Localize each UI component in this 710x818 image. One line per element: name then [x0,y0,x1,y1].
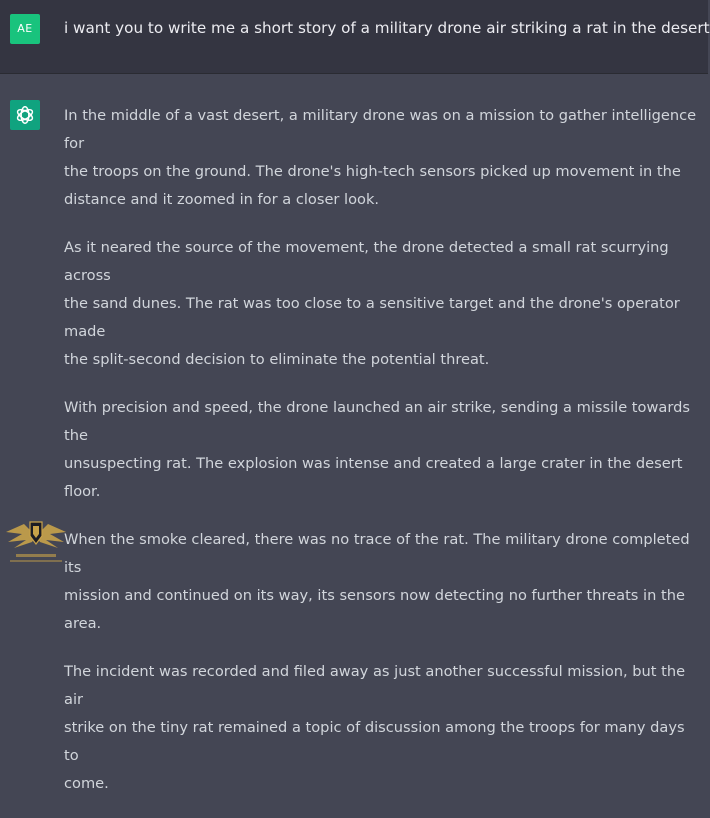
openai-logo-icon [14,104,36,126]
story-paragraph: In the middle of a vast desert, a military drone was on a mission to gather intelligence for the troops on the ground. The drone's high-tech sensors picked up movement in the distance and it zoomed in for a closer look. [64,107,697,208]
assistant-message-text [64,102,700,818]
user-message-text: i want you to write me a short story of a military drone air striking a rat in the desert [64,19,710,37]
story-paragraph: The incident was recorded and filed away as just another successful mission, but the air strike on the tiny rat remained a topic of discussion among the troops for many days to come. [64,663,686,792]
assistant-avatar [10,100,40,130]
story-paragraph: As it neared the source of the movement, the drone detected a small rat scurrying across the sand dunes. The rat was too close to a sensitive target and the drone's operator made the split-second decision to eliminate the potential threat. [64,239,680,368]
story-paragraph: With precision and speed, the drone launched an air strike, sending a missile towards the unsuspecting rat. The explosion was intense and created a large crater in the desert floor. [64,399,690,500]
user-message-row [0,0,708,74]
winged-emblem-icon [2,514,70,566]
watermark-logo [2,514,70,566]
story-paragraph: When the smoke cleared, there was no trace of the rat. The military drone completed its mission and continued on its way, its sensors now detecting no further threats in the area. [64,531,690,632]
user-avatar: AE [10,14,40,44]
assistant-message-row [0,74,708,792]
